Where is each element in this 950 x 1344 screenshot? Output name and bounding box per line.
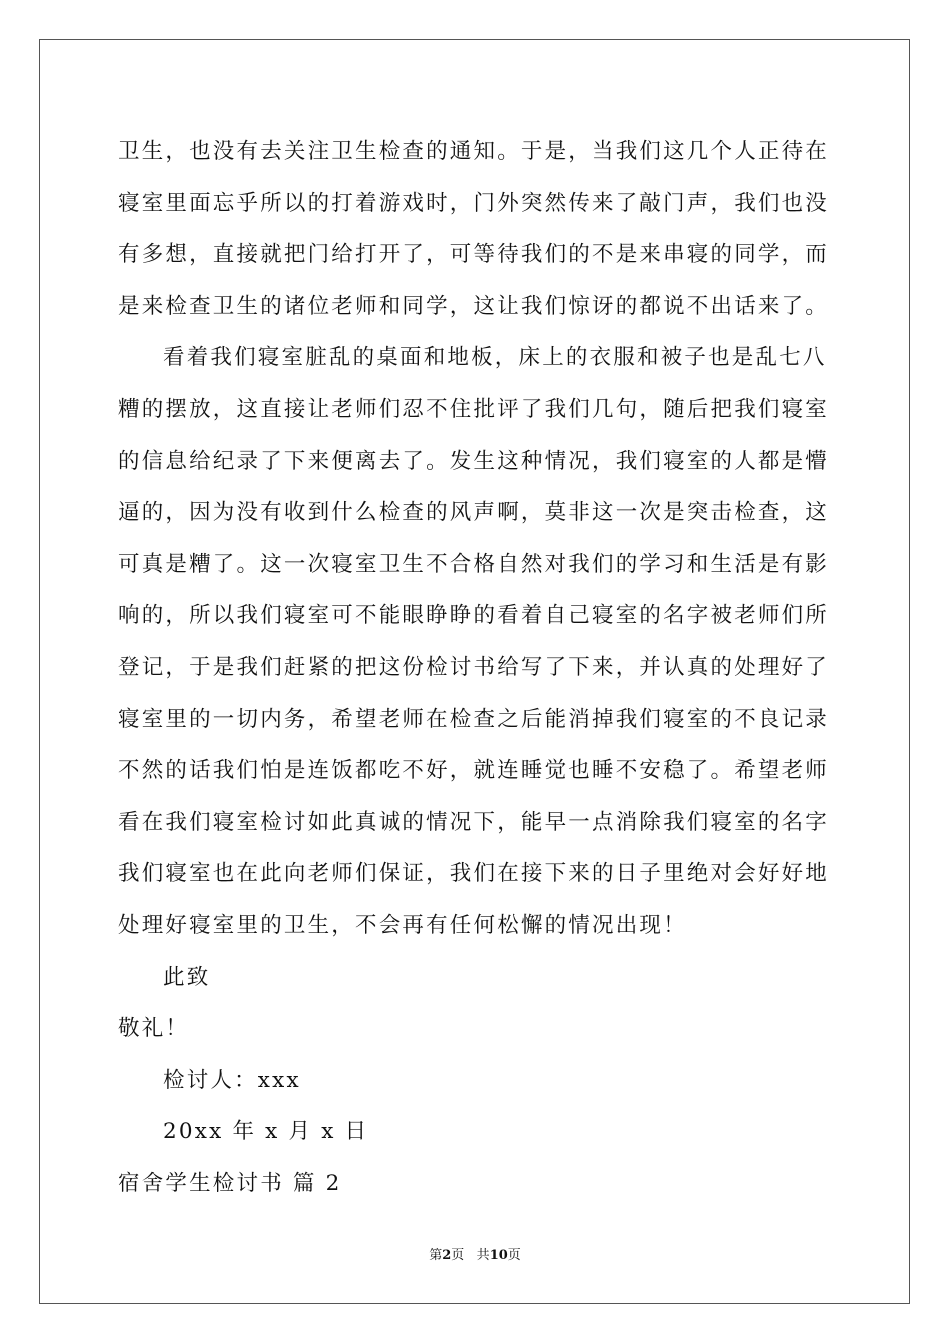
text-line: 糟的摆放，这直接让老师们忍不住批评了我们几句，随后把我们寝室 (118, 396, 830, 422)
next-section-title: 宿舍学生检讨书 篇 2 (118, 1170, 342, 1196)
text-line: 是来检查卫生的诸位老师和同学，这让我们惊讶的都说不出话来了。 (118, 293, 830, 319)
paragraph-1 (118, 126, 838, 332)
text-line: 看在我们寝室检讨如此真诚的情况下，能早一点消除我们寝室的名字 (118, 809, 830, 835)
page-total: 10 (489, 1248, 508, 1263)
signer: 检讨人：xxx (163, 1067, 301, 1093)
document-body (118, 126, 838, 1209)
regards: 敬礼！ (118, 1016, 190, 1042)
date: 20xx 年 x 月 x 日 (163, 1119, 369, 1145)
text-line: 不然的话我们怕是连饭都吃不好，就连睡觉也睡不安稳了。希望老师 (118, 758, 830, 784)
text-line: 有多想，直接就把门给打开了，可等待我们的不是来串寝的同学，而 (118, 242, 830, 268)
total-prefix: 共 (476, 1248, 490, 1263)
text-line: 登记，于是我们赶紧的把这份检讨书给写了下来，并认真的处理好了 (118, 654, 830, 680)
text-line: 响的，所以我们寝室可不能眼睁睁的看着自己寝室的名字被老师们所 (118, 603, 830, 629)
text-line: 可真是糟了。这一次寝室卫生不合格自然对我们的学习和生活是有影 (118, 551, 830, 577)
salutation: 此致 (163, 964, 211, 990)
text-line: 卫生，也没有去关注卫生检查的通知。于是，当我们这几个人正待在 (118, 139, 830, 164)
page-current: 2 (442, 1248, 452, 1263)
text-line: 我们寝室也在此向老师们保证，我们在接下来的日子里绝对会好好地 (118, 861, 830, 887)
text-line: 寝室里面忘乎所以的打着游戏时，门外突然传来了敲门声，我们也没 (118, 190, 830, 216)
text-line: 的信息给纪录了下来便离去了。发生这种情况，我们寝室的人都是懵 (118, 448, 830, 474)
paragraph-2 (118, 332, 838, 951)
text-line: 看着我们寝室脏乱的桌面和地板，床上的衣服和被子也是乱七八 (163, 345, 827, 371)
page-footer (0, 1247, 950, 1265)
text-line: 逼的，因为没有收到什么检查的风声啊，莫非这一次是突击检查，这 (118, 500, 830, 526)
text-line: 寝室里的一切内务，希望老师在检查之后能消掉我们寝室的不良记录 (118, 706, 830, 732)
total-suffix: 页 (507, 1248, 521, 1263)
text-line: 处理好寝室里的卫生，不会再有任何松懈的情况出现！ (118, 912, 687, 938)
page-prefix: 第 (429, 1248, 443, 1263)
page-suffix: 页 (451, 1248, 465, 1263)
